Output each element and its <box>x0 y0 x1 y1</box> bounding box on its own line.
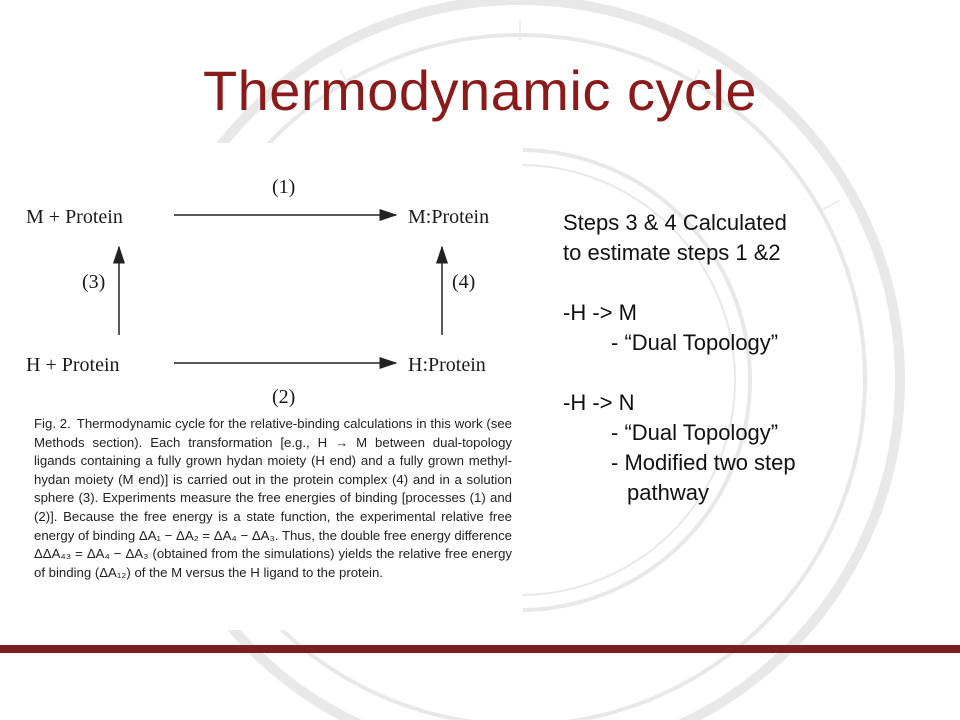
node-m-protein-complex: M:Protein <box>408 206 490 228</box>
thermodynamic-cycle-figure <box>24 143 523 630</box>
node-h-protein: H + Protein <box>26 354 120 376</box>
step-1-label: (1) <box>272 176 296 198</box>
caption-text: Thermodynamic cycle for the relative-binding calculations in this work (see Methods section). Each transformation [e.g., H → M between dual-topology ligands containing a fully grown hydan moiety (H end) and a fully grown methyl-hydan moiety (M end)] is carried out in the protein complex (4) and in a solution sphere (3). Experiments measure the free energies of binding [processes (1) and (2)]. Because the free energy is a state function, the experimental relative free energy of binding ΔA₁ − ΔA₂ = ΔA₄ − ΔA₃. Thus, the double free energy difference ΔΔA₄₃ = ΔA₄ − ΔA₃ (obtained from the simulations) yields the relative free energy of binding (ΔA₁₂) of the M versus the H ligand to the protein. <box>34 416 512 580</box>
notes-h-to-m: -H -> M <box>563 300 637 325</box>
caption-label: Fig. 2. <box>34 416 71 431</box>
step-2-label: (2) <box>272 386 296 408</box>
slide-title: Thermodynamic cycle <box>202 59 758 122</box>
figure-caption <box>34 415 512 582</box>
notes-panel <box>563 208 943 508</box>
notes-h-to-n-detail-1: - “Dual Topology” <box>611 420 779 445</box>
notes-line-1: Steps 3 & 4 Calculated <box>563 210 787 235</box>
bottom-divider <box>0 645 960 653</box>
step-3-label: (3) <box>82 271 106 293</box>
node-h-protein-complex: H:Protein <box>408 354 486 376</box>
notes-h-to-m-detail: - “Dual Topology” <box>611 330 779 355</box>
step-4-label: (4) <box>452 271 476 293</box>
notes-h-to-n: -H -> N <box>563 390 635 415</box>
notes-h-to-n-detail-2-cont: pathway <box>627 480 709 505</box>
cycle-diagram <box>24 143 523 413</box>
notes-line-2: to estimate steps 1 &2 <box>563 240 781 265</box>
notes-h-to-n-detail-2: - Modified two step <box>611 450 796 475</box>
node-m-protein: M + Protein <box>26 206 123 228</box>
